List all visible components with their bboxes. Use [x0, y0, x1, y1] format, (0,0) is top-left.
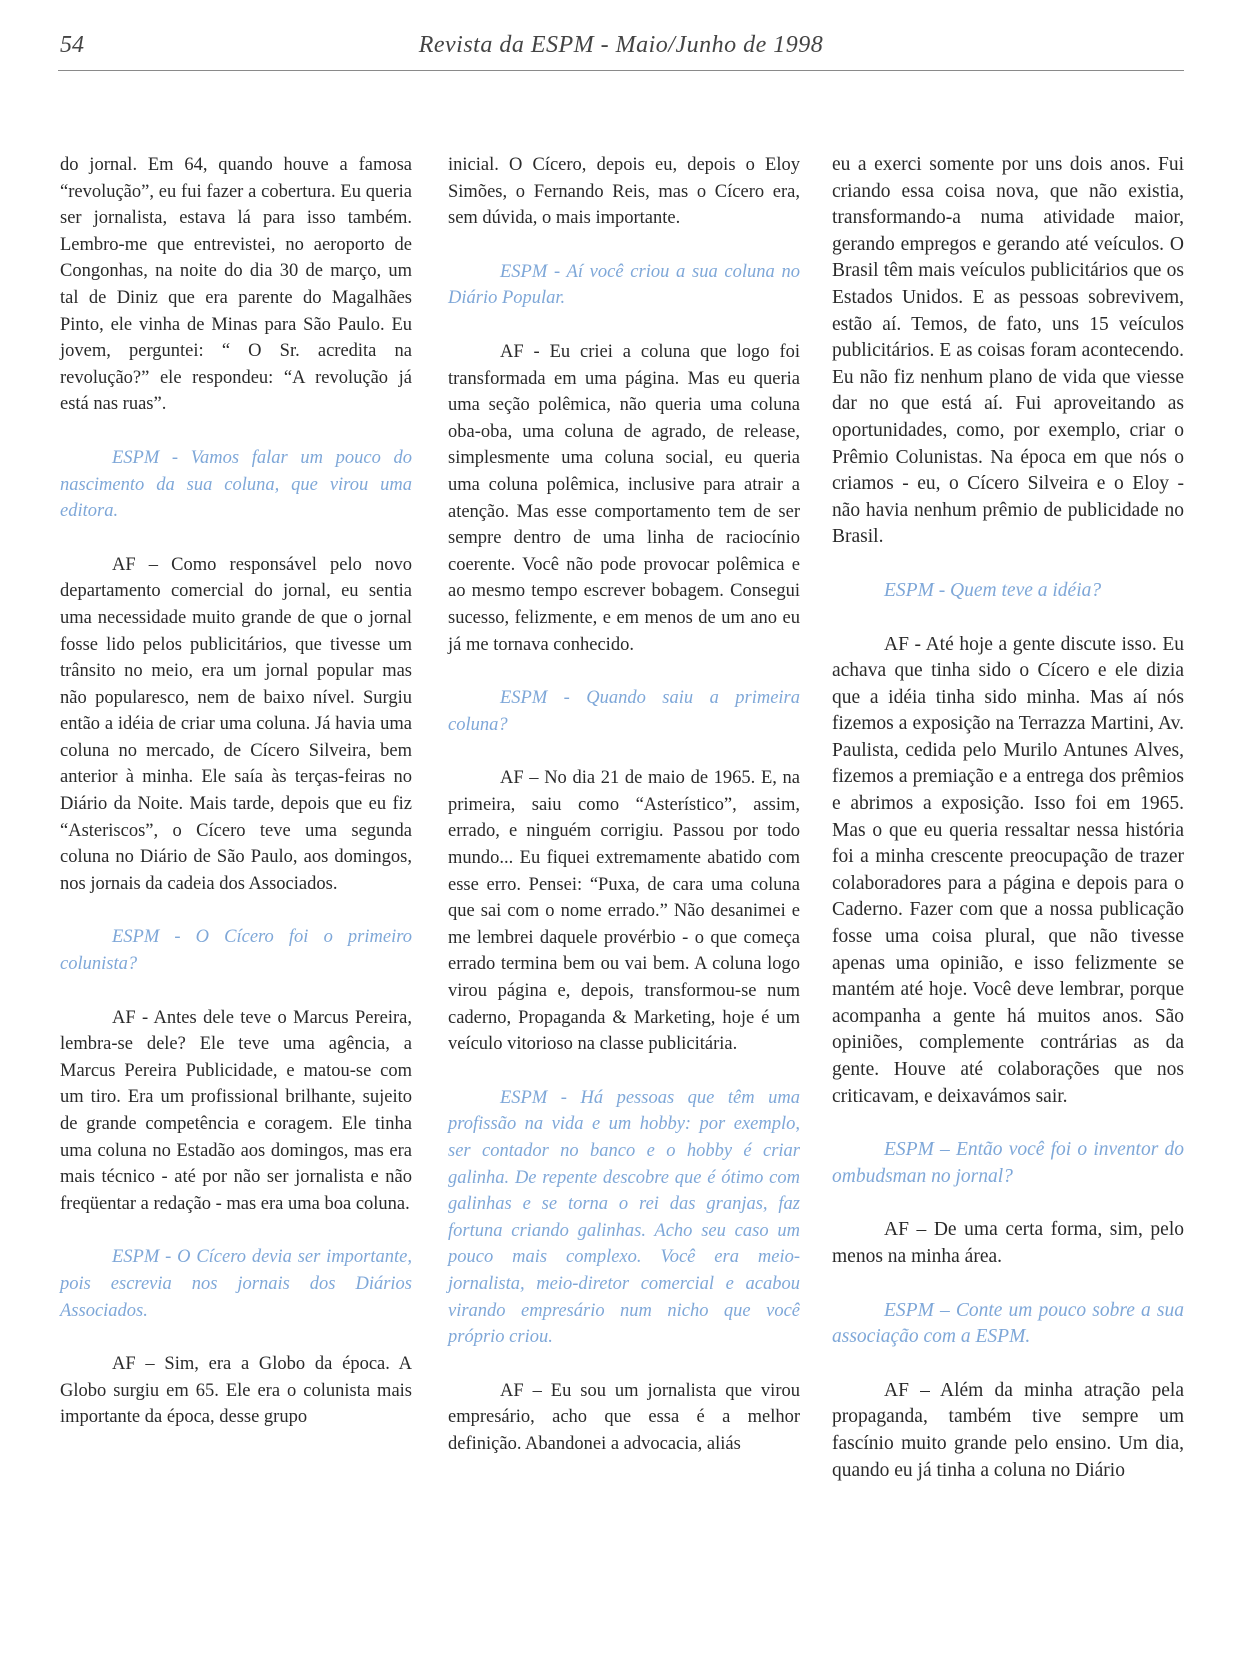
- interview-question: ESPM – Conte um pouco sobre a sua associação com a ESPM.: [832, 1299, 1184, 1348]
- answer-paragraph: AF - Antes dele teve o Marcus Pereira, lembra-se dele? Ele teve uma agência, a Marcus Pereira Publicidade, e matou-se com um tiro. Era um profissional brilhante, sujeito de grande competência e coragem. Ele tinha uma coluna no Estadão aos domingos, mas era mais técnico - até por não ser jornalista e não freqüentar a redação - mas era uma boa coluna.: [60, 1007, 412, 1214]
- interview-question: ESPM - Quando saiu a primeira coluna?: [448, 688, 800, 735]
- text-column-2: [448, 152, 800, 1485]
- answer-paragraph: AF – Sim, era a Globo da época. A Globo surgiu em 65. Ele era o colunista mais importante da época, desse grupo: [60, 1354, 412, 1428]
- interview-question: ESPM - Há pessoas que têm uma profissão na vida e um hobby: por exemplo, ser contador no banco e o hobby é criar galinha. De repente descobre que é ótimo com galinhas e se torna o rei das granjas, faz fortuna criando galinhas. Acho seu caso um pouco mais complexo. Você era meio-jornalista, meio-diretor comercial e acabou virando empresário num nicho que você próprio criou.: [448, 1087, 800, 1348]
- running-title: Revista da ESPM - Maio/Junho de 1998: [418, 32, 824, 58]
- interview-question: ESPM - Quem teve a idéia?: [884, 579, 1102, 601]
- answer-paragraph: AF – Eu sou um jornalista que virou empresário, acho que essa é a melhor definição. Abandonei a advocacia, aliás: [448, 1380, 800, 1454]
- interview-question: ESPM - Vamos falar um pouco do nascimento da sua coluna, que virou uma editora.: [60, 447, 412, 522]
- answer-paragraph: AF – Como responsável pelo novo departamento comercial do jornal, eu sentia uma necessidade muito grande de que o jornal fosse lido pelos publicitários, que tivesse um trânsito no meio, era um jornal popular mas não popularesco, nem de baixo nível. Surgiu então a idéia de criar uma coluna. Já havia uma coluna no mercado, de Cícero Silveira, bem anterior à minha. Ele saía às terças-feiras no Diário da Noite. Mais tarde, depois que eu fiz “Asteriscos”, o Cícero teve uma segunda coluna no Diário de São Paulo, aos domingos, nos jornais da cadeia dos Associados.: [60, 554, 412, 894]
- answer-paragraph: AF – De uma certa forma, sim, pelo menos na minha área.: [832, 1219, 1184, 1267]
- interview-question: ESPM - O Cícero devia ser importante, pois escrevia nos jornais dos Diários Associados.: [60, 1247, 412, 1321]
- interview-question: ESPM - Aí você criou a sua coluna no Diário Popular.: [448, 261, 800, 309]
- running-header: [58, 30, 1184, 71]
- continued-paragraph: inicial. O Cícero, depois eu, depois o Eloy Simões, o Fernando Reis, mas o Cícero era, sem dúvida, o mais importante.: [448, 155, 800, 229]
- continued-paragraph: eu a exerci somente por uns dois anos. Fui criando essa coisa nova, que não existia, transformando-a numa atividade maior, gerando empregos e gerando até veículos. O Brasil têm mais veículos publicitários que os Estados Unidos. E as pessoas sobrevivem, estão aí. Temos, de fato, uns 15 veículos publicitários. E as coisas foram acontecendo. Eu não fiz nenhum plano de vida que viesse dar no que está aí. Fui aproveitando as oportunidades, como, por exemplo, criar o Prêmio Colunistas. Na época em que nós o criamos - eu, o Cícero Silveira e o Eloy - não havia nenhum prêmio de publicidade no Brasil.: [832, 154, 1184, 548]
- answer-paragraph: AF – No dia 21 de maio de 1965. E, na primeira, saiu como “Asterístico”, assim, errado, e ninguém corrigiu. Passou por todo mundo... Eu fiquei extremamente abatido com esse erro. Pensei: “Puxa, de cara uma coluna que sai com o nome errado.” Não desanimei e me lembrei daquele provérbio - o que começa errado termina bem ou vai bem. A coluna logo virou página e, depois, transformou-se num caderno, Propaganda & Marketing, hoje é um veículo vitorioso na classe publicitária.: [448, 768, 800, 1055]
- interview-question: ESPM – Então você foi o inventor do ombudsman no jornal?: [832, 1139, 1184, 1187]
- continued-paragraph: do jornal. Em 64, quando houve a famosa “revolução”, eu fui fazer a cobertura. Eu queria ser jornalista, estava lá para isso também. Lembro-me que entrevistei, no aeroporto de Congonhas, na noite do dia 30 de março, um tal de Diniz que era parente do Magalhães Pinto, ele vinha de Minas para São Paulo. Eu jovem, perguntei: “ O Sr. acredita na revolução?” ele respondeu: “A revolução já está nas ruas”.: [60, 155, 412, 415]
- text-column-3: [832, 152, 1184, 1511]
- page-number: 54: [60, 32, 84, 58]
- answer-paragraph: AF – Além da minha atração pela propaganda, também tive sempre um fascínio muito grande pelo ensino. Um dia, quando eu já tinha a coluna no Diário: [832, 1379, 1184, 1481]
- answer-paragraph: AF - Eu criei a coluna que logo foi transformada em uma página. Mas eu queria uma seção polêmica, não queria uma coluna oba-oba, uma coluna de agrado, de release, simplesmente uma coluna social, eu queria uma coluna polêmica, inclusive para atrair a atenção. Mas esse comportamento tem de ser sempre dentro de uma linha de raciocínio coerente. Você não pode provocar polêmica e ao mesmo tempo escrever bobagem. Consegui sucesso, felizmente, e em menos de um ano eu já me tornava conhecido.: [448, 341, 800, 655]
- answer-paragraph: AF - Até hoje a gente discute isso. Eu achava que tinha sido o Cícero e ele dizia que a idéia tinha sido minha. Mas aí nós fizemos a exposição na Terrazza Martini, Av. Paulista, cedida pelo Murilo Antunes Alves, fizemos a premiação e a entrega dos prêmios e abrimos a exposição. Isso foi em 1965. Mas o que eu queria ressaltar nessa história foi a minha crescente preocupação de trazer colaboradores para a página e depois para o Caderno. Fazer com que a nossa publicação fosse uma coisa plural, que não tivesse apenas uma opinião, e isso felizmente se mantém até hoje. Você deve lembrar, porque acompanha a gente há muitos anos. São opiniões, complemente contrárias as da gente. Houve até colaborações que nos criticavam, e deixavámos sair.: [832, 633, 1184, 1107]
- interview-question: ESPM - O Cícero foi o primeiro colunista?: [60, 927, 412, 975]
- text-column-1: [60, 152, 412, 1458]
